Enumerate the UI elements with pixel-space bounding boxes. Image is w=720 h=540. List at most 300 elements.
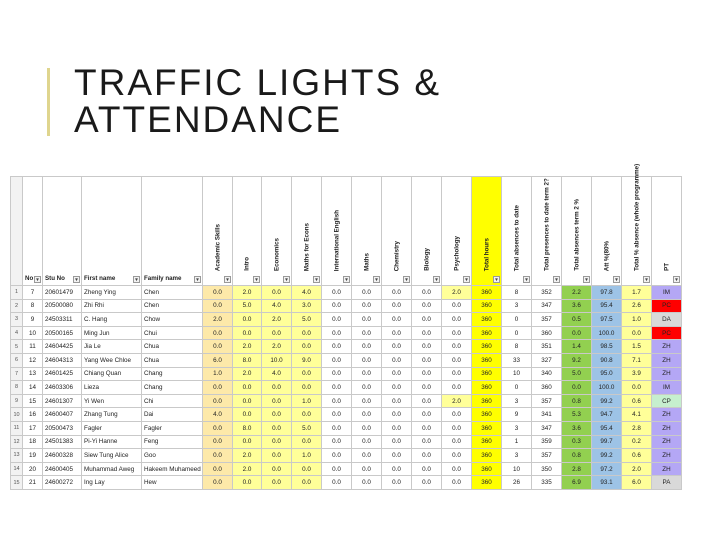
table-cell[interactable]: 0.0: [352, 286, 382, 300]
table-cell[interactable]: 1.4: [562, 340, 592, 354]
table-cell[interactable]: 3.6: [562, 299, 592, 313]
table-cell[interactable]: 9: [502, 408, 532, 422]
filter-dropdown-icon[interactable]: ▾: [34, 276, 41, 283]
table-cell[interactable]: 2.0: [203, 313, 233, 327]
table-cell[interactable]: 360: [472, 476, 502, 490]
table-cell[interactable]: 0.0: [442, 421, 472, 435]
table-cell[interactable]: 360: [472, 326, 502, 340]
table-cell[interactable]: 94.7: [592, 408, 622, 422]
column-header[interactable]: [142, 177, 203, 286]
table-row[interactable]: [11, 435, 682, 449]
table-cell[interactable]: 9.2: [562, 353, 592, 367]
table-cell[interactable]: 10.0: [262, 353, 292, 367]
column-header[interactable]: [352, 177, 382, 286]
table-cell[interactable]: 340: [532, 367, 562, 381]
column-header[interactable]: [622, 163, 652, 286]
table-row[interactable]: [11, 286, 682, 300]
table-cell[interactable]: Muhammad Aweg: [82, 462, 142, 476]
table-cell[interactable]: 357: [532, 449, 562, 463]
table-cell[interactable]: 20601479: [43, 286, 82, 300]
table-cell[interactable]: Chiang Quan: [82, 367, 142, 381]
table-cell[interactable]: 24604313: [43, 353, 82, 367]
filter-dropdown-icon[interactable]: ▾: [73, 276, 80, 283]
table-cell[interactable]: 2.0: [262, 313, 292, 327]
table-cell[interactable]: 0.0: [322, 313, 352, 327]
column-header[interactable]: [262, 177, 292, 286]
table-cell[interactable]: 98.5: [592, 340, 622, 354]
table-cell[interactable]: 0.0: [352, 381, 382, 395]
table-cell[interactable]: 20500165: [43, 326, 82, 340]
table-cell[interactable]: 360: [532, 381, 562, 395]
table-cell[interactable]: 2.0: [233, 286, 262, 300]
table-cell[interactable]: 7.1: [622, 353, 652, 367]
table-cell[interactable]: 0.0: [203, 476, 233, 490]
table-cell[interactable]: 3: [502, 394, 532, 408]
table-cell[interactable]: 5.0: [292, 421, 322, 435]
table-cell[interactable]: 4.1: [622, 408, 652, 422]
table-cell[interactable]: 0.0: [382, 381, 412, 395]
table-cell[interactable]: 0.0: [262, 435, 292, 449]
table-cell[interactable]: 20: [23, 462, 43, 476]
table-row[interactable]: [11, 367, 682, 381]
table-cell[interactable]: 0.0: [233, 408, 262, 422]
table-cell[interactable]: 3: [502, 449, 532, 463]
table-cell[interactable]: 0.0: [442, 326, 472, 340]
table-cell[interactable]: ZH: [652, 353, 682, 367]
table-cell[interactable]: 0.0: [233, 394, 262, 408]
column-header[interactable]: [23, 177, 43, 286]
table-cell[interactable]: 0.0: [203, 299, 233, 313]
table-cell[interactable]: 8: [502, 340, 532, 354]
table-cell[interactable]: 0.0: [322, 353, 352, 367]
table-cell[interactable]: Zhang Tung: [82, 408, 142, 422]
table-cell[interactable]: 360: [472, 299, 502, 313]
table-cell[interactable]: Chi: [142, 394, 203, 408]
table-cell[interactable]: 0.0: [442, 435, 472, 449]
filter-dropdown-icon[interactable]: ▾: [373, 276, 380, 283]
table-cell[interactable]: 0.0: [292, 326, 322, 340]
table-cell[interactable]: 8: [23, 299, 43, 313]
table-cell[interactable]: 2.0: [442, 394, 472, 408]
table-cell[interactable]: 0.0: [322, 367, 352, 381]
table-cell[interactable]: Yang Wee Chloe: [82, 353, 142, 367]
table-cell[interactable]: 0.0: [412, 313, 442, 327]
table-cell[interactable]: 0.0: [412, 421, 442, 435]
column-header[interactable]: [442, 177, 472, 286]
table-cell[interactable]: 0.0: [412, 435, 442, 449]
table-cell[interactable]: 360: [472, 340, 502, 354]
table-cell[interactable]: 0.0: [412, 381, 442, 395]
column-header[interactable]: [412, 177, 442, 286]
filter-dropdown-icon[interactable]: ▾: [463, 276, 470, 283]
table-cell[interactable]: 350: [532, 462, 562, 476]
table-cell[interactable]: 24600272: [43, 476, 82, 490]
table-cell[interactable]: 0.0: [203, 449, 233, 463]
table-cell[interactable]: 0.0: [442, 408, 472, 422]
table-cell[interactable]: 0.0: [352, 435, 382, 449]
table-row[interactable]: [11, 449, 682, 463]
table-cell[interactable]: 11: [23, 340, 43, 354]
table-cell[interactable]: 0.0: [442, 367, 472, 381]
table-cell[interactable]: 99.2: [592, 449, 622, 463]
table-cell[interactable]: ZH: [652, 435, 682, 449]
table-cell[interactable]: Dai: [142, 408, 203, 422]
table-cell[interactable]: 0.0: [382, 313, 412, 327]
table-cell[interactable]: 0.0: [382, 353, 412, 367]
table-cell[interactable]: Ming Jun: [82, 326, 142, 340]
table-cell[interactable]: 0.0: [412, 449, 442, 463]
filter-dropdown-icon[interactable]: ▾: [523, 276, 530, 283]
table-cell[interactable]: 352: [532, 286, 562, 300]
table-cell[interactable]: 5.0: [562, 367, 592, 381]
table-cell[interactable]: 0.0: [262, 394, 292, 408]
table-cell[interactable]: 0.0: [262, 421, 292, 435]
table-cell[interactable]: ZH: [652, 367, 682, 381]
table-cell[interactable]: 9.0: [292, 353, 322, 367]
table-cell[interactable]: 26: [502, 476, 532, 490]
table-cell[interactable]: 0.0: [412, 462, 442, 476]
table-cell[interactable]: 3: [502, 299, 532, 313]
table-cell[interactable]: 357: [532, 313, 562, 327]
table-cell[interactable]: 0.0: [292, 408, 322, 422]
table-cell[interactable]: 2.0: [442, 286, 472, 300]
table-cell[interactable]: 2.0: [233, 340, 262, 354]
table-row[interactable]: [11, 353, 682, 367]
table-cell[interactable]: 0.0: [412, 326, 442, 340]
table-cell[interactable]: 0.8: [562, 449, 592, 463]
table-cell[interactable]: 97.8: [592, 286, 622, 300]
table-cell[interactable]: 0.0: [382, 462, 412, 476]
table-cell[interactable]: 2.8: [622, 421, 652, 435]
table-cell[interactable]: 2.6: [622, 299, 652, 313]
table-cell[interactable]: 10: [23, 326, 43, 340]
table-cell[interactable]: 0.0: [442, 340, 472, 354]
filter-dropdown-icon[interactable]: ▾: [224, 276, 231, 283]
table-cell[interactable]: 20500080: [43, 299, 82, 313]
table-cell[interactable]: ZH: [652, 462, 682, 476]
table-cell[interactable]: 3.0: [292, 299, 322, 313]
table-cell[interactable]: 0.0: [562, 381, 592, 395]
table-cell[interactable]: 24503311: [43, 313, 82, 327]
table-cell[interactable]: 0.0: [262, 476, 292, 490]
filter-dropdown-icon[interactable]: ▾: [253, 276, 260, 283]
table-cell[interactable]: PA: [652, 476, 682, 490]
table-cell[interactable]: 0.0: [412, 299, 442, 313]
table-cell[interactable]: ZH: [652, 421, 682, 435]
filter-dropdown-icon[interactable]: ▾: [643, 276, 650, 283]
table-cell[interactable]: 0.0: [233, 476, 262, 490]
table-cell[interactable]: Ing Lay: [82, 476, 142, 490]
table-cell[interactable]: 0.0: [322, 326, 352, 340]
table-cell[interactable]: 0.5: [562, 313, 592, 327]
column-header[interactable]: [592, 177, 622, 286]
table-cell[interactable]: Chua: [142, 340, 203, 354]
table-cell[interactable]: 0.0: [262, 449, 292, 463]
table-cell[interactable]: 347: [532, 421, 562, 435]
table-cell[interactable]: 0.0: [412, 408, 442, 422]
table-cell[interactable]: 0.0: [322, 476, 352, 490]
table-cell[interactable]: 0.0: [203, 340, 233, 354]
table-cell[interactable]: 2.0: [233, 449, 262, 463]
table-cell[interactable]: Zhi Rhi: [82, 299, 142, 313]
table-cell[interactable]: 0.0: [233, 326, 262, 340]
table-cell[interactable]: 1.5: [622, 340, 652, 354]
table-cell[interactable]: 0.0: [292, 476, 322, 490]
table-cell[interactable]: 0.0: [622, 326, 652, 340]
table-cell[interactable]: 360: [472, 353, 502, 367]
table-cell[interactable]: 0.0: [322, 394, 352, 408]
table-cell[interactable]: 0.0: [442, 476, 472, 490]
table-cell[interactable]: 357: [532, 394, 562, 408]
table-cell[interactable]: 33: [502, 353, 532, 367]
table-cell[interactable]: 347: [532, 299, 562, 313]
table-cell[interactable]: 1.0: [622, 313, 652, 327]
table-cell[interactable]: 0.0: [352, 340, 382, 354]
table-cell[interactable]: 0.0: [203, 286, 233, 300]
table-cell[interactable]: 97.2: [592, 462, 622, 476]
table-row[interactable]: [11, 421, 682, 435]
table-cell[interactable]: 0.0: [412, 286, 442, 300]
table-cell[interactable]: 12: [23, 353, 43, 367]
table-cell[interactable]: 0.0: [412, 353, 442, 367]
table-cell[interactable]: 0.2: [622, 435, 652, 449]
table-cell[interactable]: DA: [652, 313, 682, 327]
table-cell[interactable]: 2.8: [562, 462, 592, 476]
table-cell[interactable]: Chui: [142, 326, 203, 340]
table-cell[interactable]: Chow: [142, 313, 203, 327]
table-cell[interactable]: 0.0: [322, 286, 352, 300]
filter-dropdown-icon[interactable]: ▾: [343, 276, 350, 283]
column-header[interactable]: [82, 177, 142, 286]
table-cell[interactable]: 24600405: [43, 462, 82, 476]
table-cell[interactable]: 0.0: [352, 421, 382, 435]
column-header[interactable]: [502, 177, 532, 286]
table-cell[interactable]: 24601307: [43, 394, 82, 408]
table-row[interactable]: [11, 462, 682, 476]
table-cell[interactable]: 0.0: [412, 367, 442, 381]
table-cell[interactable]: 327: [532, 353, 562, 367]
column-header[interactable]: [652, 177, 682, 286]
table-row[interactable]: [11, 394, 682, 408]
table-cell[interactable]: CP: [652, 394, 682, 408]
table-cell[interactable]: 0.0: [382, 476, 412, 490]
table-cell[interactable]: 2.2: [562, 286, 592, 300]
table-cell[interactable]: 0.0: [442, 381, 472, 395]
table-cell[interactable]: 1.0: [292, 449, 322, 463]
table-cell[interactable]: 5.0: [292, 313, 322, 327]
table-row[interactable]: [11, 381, 682, 395]
table-cell[interactable]: 100.0: [592, 326, 622, 340]
table-cell[interactable]: ZH: [652, 449, 682, 463]
table-cell[interactable]: 0.0: [322, 408, 352, 422]
table-cell[interactable]: 24603306: [43, 381, 82, 395]
table-row[interactable]: [11, 340, 682, 354]
table-cell[interactable]: PC: [652, 326, 682, 340]
table-cell[interactable]: Yi Wen: [82, 394, 142, 408]
table-cell[interactable]: Fagler: [82, 421, 142, 435]
table-cell[interactable]: Chen: [142, 286, 203, 300]
table-cell[interactable]: 24501383: [43, 435, 82, 449]
table-cell[interactable]: Chang: [142, 367, 203, 381]
table-cell[interactable]: Pi-Yi Hanne: [82, 435, 142, 449]
table-cell[interactable]: 0.0: [382, 408, 412, 422]
table-cell[interactable]: 95.4: [592, 421, 622, 435]
table-cell[interactable]: 0.0: [352, 408, 382, 422]
table-cell[interactable]: 0.0: [352, 313, 382, 327]
table-cell[interactable]: 7: [23, 286, 43, 300]
table-cell[interactable]: 360: [472, 449, 502, 463]
table-cell[interactable]: 1: [502, 435, 532, 449]
table-cell[interactable]: 14: [23, 381, 43, 395]
table-cell[interactable]: 335: [532, 476, 562, 490]
table-cell[interactable]: 19: [23, 449, 43, 463]
table-cell[interactable]: 0.0: [352, 476, 382, 490]
filter-dropdown-icon[interactable]: ▾: [283, 276, 290, 283]
column-header[interactable]: [233, 177, 262, 286]
table-cell[interactable]: 24601425: [43, 367, 82, 381]
table-cell[interactable]: 0.0: [262, 462, 292, 476]
table-cell[interactable]: 360: [472, 421, 502, 435]
table-cell[interactable]: 24600407: [43, 408, 82, 422]
table-cell[interactable]: 21: [23, 476, 43, 490]
filter-dropdown-icon[interactable]: ▾: [313, 276, 320, 283]
column-header[interactable]: [322, 177, 352, 286]
table-cell[interactable]: 0.0: [322, 421, 352, 435]
table-cell[interactable]: 360: [472, 435, 502, 449]
table-cell[interactable]: 0.0: [442, 299, 472, 313]
table-cell[interactable]: 4.0: [262, 299, 292, 313]
table-cell[interactable]: Jia Le: [82, 340, 142, 354]
table-cell[interactable]: 0.0: [382, 367, 412, 381]
table-cell[interactable]: 0.3: [562, 435, 592, 449]
table-cell[interactable]: 0.0: [562, 326, 592, 340]
table-cell[interactable]: 0.0: [412, 394, 442, 408]
table-cell[interactable]: ZH: [652, 408, 682, 422]
table-cell[interactable]: 2.0: [622, 462, 652, 476]
table-cell[interactable]: 0.0: [322, 449, 352, 463]
column-header[interactable]: [472, 177, 502, 286]
table-cell[interactable]: 6.9: [562, 476, 592, 490]
table-cell[interactable]: 0.0: [262, 326, 292, 340]
table-cell[interactable]: 0.0: [382, 435, 412, 449]
table-cell[interactable]: 10: [502, 462, 532, 476]
table-cell[interactable]: 99.2: [592, 394, 622, 408]
table-cell[interactable]: 0.0: [382, 449, 412, 463]
table-cell[interactable]: 0.0: [352, 394, 382, 408]
table-cell[interactable]: Chang: [142, 381, 203, 395]
table-cell[interactable]: 2.0: [262, 340, 292, 354]
table-cell[interactable]: 9: [23, 313, 43, 327]
table-cell[interactable]: 3.6: [562, 421, 592, 435]
table-cell[interactable]: 17: [23, 421, 43, 435]
column-header[interactable]: [292, 177, 322, 286]
table-cell[interactable]: 0: [502, 326, 532, 340]
table-cell[interactable]: 0.0: [382, 299, 412, 313]
table-cell[interactable]: 0.0: [382, 340, 412, 354]
table-cell[interactable]: 0.0: [262, 381, 292, 395]
table-cell[interactable]: 0.0: [352, 326, 382, 340]
table-cell[interactable]: 0.0: [292, 462, 322, 476]
table-cell[interactable]: 0.0: [382, 286, 412, 300]
table-cell[interactable]: 0.0: [322, 462, 352, 476]
table-cell[interactable]: 99.7: [592, 435, 622, 449]
table-cell[interactable]: 0: [502, 313, 532, 327]
table-cell[interactable]: 360: [532, 326, 562, 340]
table-cell[interactable]: 95.0: [592, 367, 622, 381]
column-header[interactable]: [43, 177, 82, 286]
table-cell[interactable]: IM: [652, 381, 682, 395]
table-cell[interactable]: 1.0: [203, 367, 233, 381]
table-cell[interactable]: Chua: [142, 353, 203, 367]
table-cell[interactable]: 1.7: [622, 286, 652, 300]
column-header[interactable]: [203, 177, 233, 286]
table-cell[interactable]: Chen: [142, 299, 203, 313]
table-cell[interactable]: 0.0: [322, 435, 352, 449]
table-cell[interactable]: Zheng Ying: [82, 286, 142, 300]
table-cell[interactable]: 0.6: [622, 394, 652, 408]
table-cell[interactable]: 360: [472, 394, 502, 408]
filter-dropdown-icon[interactable]: ▾: [433, 276, 440, 283]
table-cell[interactable]: 24600328: [43, 449, 82, 463]
table-cell[interactable]: C. Hang: [82, 313, 142, 327]
filter-dropdown-icon[interactable]: ▾: [493, 276, 500, 283]
table-cell[interactable]: 5.3: [562, 408, 592, 422]
table-cell[interactable]: 0.0: [442, 353, 472, 367]
table-cell[interactable]: 3: [502, 421, 532, 435]
table-cell[interactable]: 3.9: [622, 367, 652, 381]
table-cell[interactable]: 0.0: [382, 326, 412, 340]
table-cell[interactable]: 97.5: [592, 313, 622, 327]
table-cell[interactable]: 360: [472, 367, 502, 381]
table-cell[interactable]: 0.0: [622, 381, 652, 395]
table-cell[interactable]: 0.0: [442, 449, 472, 463]
column-header[interactable]: [532, 177, 562, 286]
table-cell[interactable]: Goo: [142, 449, 203, 463]
table-row[interactable]: [11, 476, 682, 490]
table-cell[interactable]: Hakeem Muhameed: [142, 462, 203, 476]
table-cell[interactable]: 8: [502, 286, 532, 300]
table-row[interactable]: [11, 326, 682, 340]
table-row[interactable]: [11, 299, 682, 313]
table-row[interactable]: [11, 408, 682, 422]
table-cell[interactable]: 0.0: [203, 394, 233, 408]
table-cell[interactable]: Feng: [142, 435, 203, 449]
table-cell[interactable]: 100.0: [592, 381, 622, 395]
table-cell[interactable]: 0.0: [352, 449, 382, 463]
table-cell[interactable]: 10: [502, 367, 532, 381]
table-cell[interactable]: 359: [532, 435, 562, 449]
filter-dropdown-icon[interactable]: ▾: [583, 276, 590, 283]
filter-dropdown-icon[interactable]: ▾: [194, 276, 201, 283]
table-cell[interactable]: 0.0: [322, 381, 352, 395]
table-row[interactable]: [11, 313, 682, 327]
table-cell[interactable]: Fagler: [142, 421, 203, 435]
table-cell[interactable]: 0.0: [203, 435, 233, 449]
table-cell[interactable]: Siew Tung Alice: [82, 449, 142, 463]
table-cell[interactable]: 1.0: [292, 394, 322, 408]
table-cell[interactable]: 0.0: [322, 340, 352, 354]
table-cell[interactable]: 20500473: [43, 421, 82, 435]
table-cell[interactable]: 5.0: [233, 299, 262, 313]
table-cell[interactable]: 4.0: [262, 367, 292, 381]
table-cell[interactable]: 13: [23, 367, 43, 381]
table-cell[interactable]: 90.8: [592, 353, 622, 367]
table-cell[interactable]: 6.0: [622, 476, 652, 490]
table-cell[interactable]: 0.0: [352, 353, 382, 367]
table-cell[interactable]: 0.0: [292, 381, 322, 395]
table-cell[interactable]: 0.0: [203, 381, 233, 395]
table-cell[interactable]: 360: [472, 408, 502, 422]
